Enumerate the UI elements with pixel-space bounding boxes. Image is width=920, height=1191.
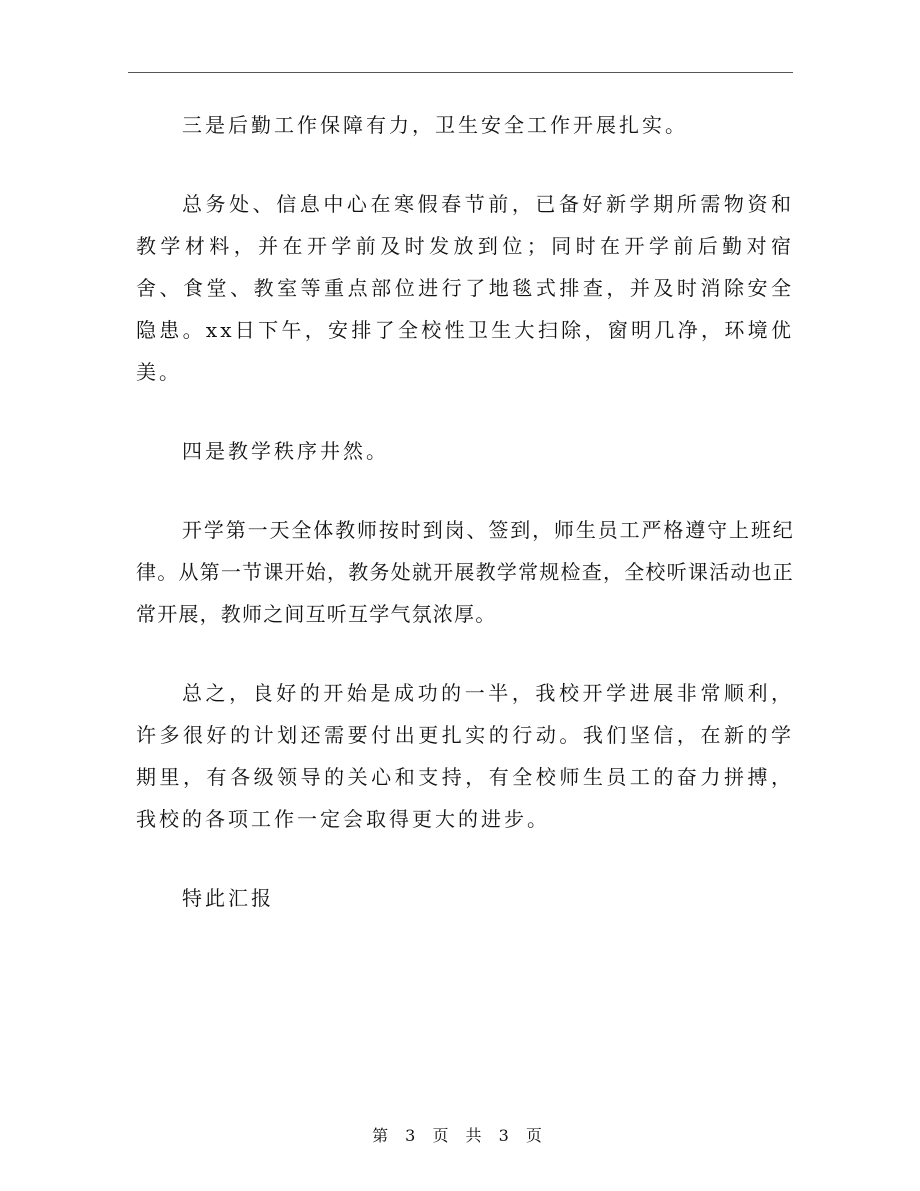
paragraph-teaching-order-detail: 开学第一天全体教师按时到岗、签到，师生员工严格遵守上班纪律。从第一节课开始，教务处就开展教学常规检查，全校听课活动也正常开展，教师之间互听互学气氛浓厚。 <box>136 518 794 626</box>
paragraph-summary: 总之，良好的开始是成功的一半，我校开学进展非常顺利，许多很好的计划还需要付出更扎实的行动。我们坚信，在新的学期里，有各级领导的关心和支持，有全校师生员工的奋力拼搏，我校的各项工作一定会取得更大的进步。 <box>136 681 794 831</box>
paragraph-logistics-detail: 总务处、信息中心在寒假春节前，已备好新学期所需物资和教学材料，并在开学前及时发放到位；同时在开学前后勤对宿舍、食堂、教室等重点部位进行了地毯式排查，并及时消除安全隐患。xx日下午，安排了全校性卫生大扫除，窗明几净，环境优美。 <box>136 192 794 384</box>
document-body <box>136 104 794 956</box>
header-divider <box>128 72 793 73</box>
page-number-footer: 第 3 页 共 3 页 <box>372 1126 548 1145</box>
paragraph-logistics-heading: 三是后勤工作保障有力，卫生安全工作开展扎实。 <box>182 113 688 137</box>
paragraph-closing: 特此汇报 <box>182 886 274 910</box>
paragraph-teaching-order-heading: 四是教学秩序井然。 <box>182 439 389 463</box>
